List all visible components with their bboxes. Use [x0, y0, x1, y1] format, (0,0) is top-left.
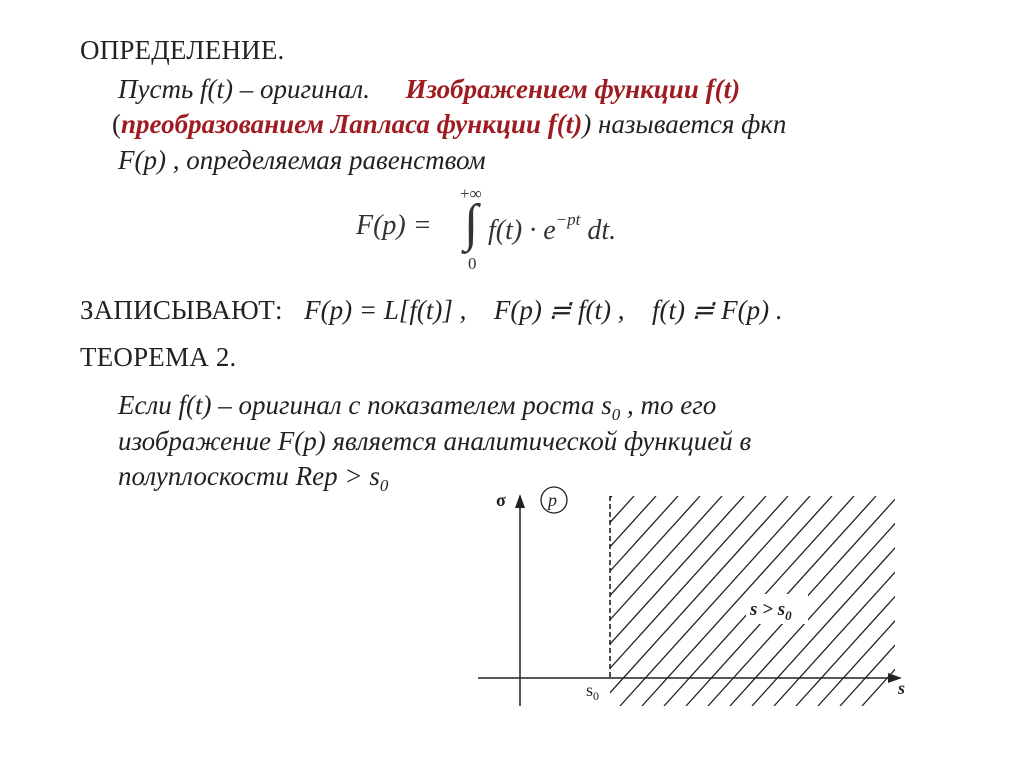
- laplace-formula: [356, 184, 676, 278]
- hatch-line: [470, 496, 612, 706]
- theorem-line-3-a: полуплоскости Rep > s: [118, 461, 380, 491]
- notation-expr-3: f(t) ≓ F(p) .: [652, 295, 783, 325]
- hatched-region: [470, 496, 930, 706]
- notation-expr-2: F(p) ≓ f(t) ,: [493, 295, 625, 325]
- hatch-line: [470, 496, 590, 706]
- theorem-line-1-sub: 0: [611, 405, 621, 424]
- region-label-main: s > s: [750, 599, 786, 620]
- x-axis-label: s: [898, 678, 906, 698]
- half-plane-graph: [470, 478, 930, 718]
- plane-label: p: [548, 490, 557, 510]
- formula-lower-limit: 0: [468, 254, 477, 273]
- definition-line-2-open: (: [112, 109, 121, 139]
- y-axis-arrow-icon: [515, 494, 525, 508]
- integral-sign: ∫: [464, 195, 479, 252]
- theorem-line-1-a: Если f(t) – оригинал с показателем роста s: [118, 390, 612, 420]
- formula-lhs: F(p) =: [356, 210, 432, 241]
- hatch-line: [470, 496, 656, 706]
- formula-integrand-text: f(t) · e: [488, 215, 556, 246]
- definition-line-1-plain: Пусть f(t) – оригинал.: [118, 74, 370, 104]
- origin-label: [586, 680, 599, 703]
- formula-upper-limit: +∞: [460, 184, 482, 203]
- definition-heading: ОПРЕДЕЛЕНИЕ.: [80, 35, 285, 65]
- notation-expr-1: F(p) = L[f(t)] ,: [304, 295, 467, 325]
- theorem-line-3-sub: 0: [379, 476, 389, 495]
- origin-label-main: s: [586, 680, 594, 700]
- notation-label: ЗАПИСЫВАЮТ:: [80, 295, 283, 325]
- theorem-heading: ТЕОРЕМА 2.: [80, 342, 237, 372]
- origin-label-sub: 0: [593, 689, 600, 703]
- theorem-line-1-b: , то его: [620, 390, 717, 420]
- hatch-line: [840, 496, 930, 706]
- definition-line-2-close: ) называется фкп: [582, 109, 787, 139]
- definition-line-1-red: Изображением функции f(t): [405, 74, 741, 104]
- formula-differential: dt.: [580, 215, 617, 246]
- hatch-line: [796, 496, 930, 706]
- theorem-line-2: изображение F(p) является аналитической функцией в: [118, 426, 752, 456]
- hatch-line: [818, 496, 930, 706]
- formula-integrand: [488, 210, 616, 247]
- definition-line-1: [118, 72, 740, 106]
- theorem-line-3: [118, 459, 388, 503]
- notation-line: [80, 293, 783, 327]
- hatch-line: [862, 496, 930, 706]
- region-label-sub: 0: [785, 608, 792, 623]
- definition-line-2-red: преобразованием Лапласа функции f(t): [121, 109, 583, 139]
- definition-line-3: F(p) , определяемая равенством: [118, 145, 486, 175]
- formula-exponent: −pt: [555, 210, 581, 229]
- definition-line-2: [112, 107, 786, 141]
- y-axis-label: σ: [496, 490, 506, 510]
